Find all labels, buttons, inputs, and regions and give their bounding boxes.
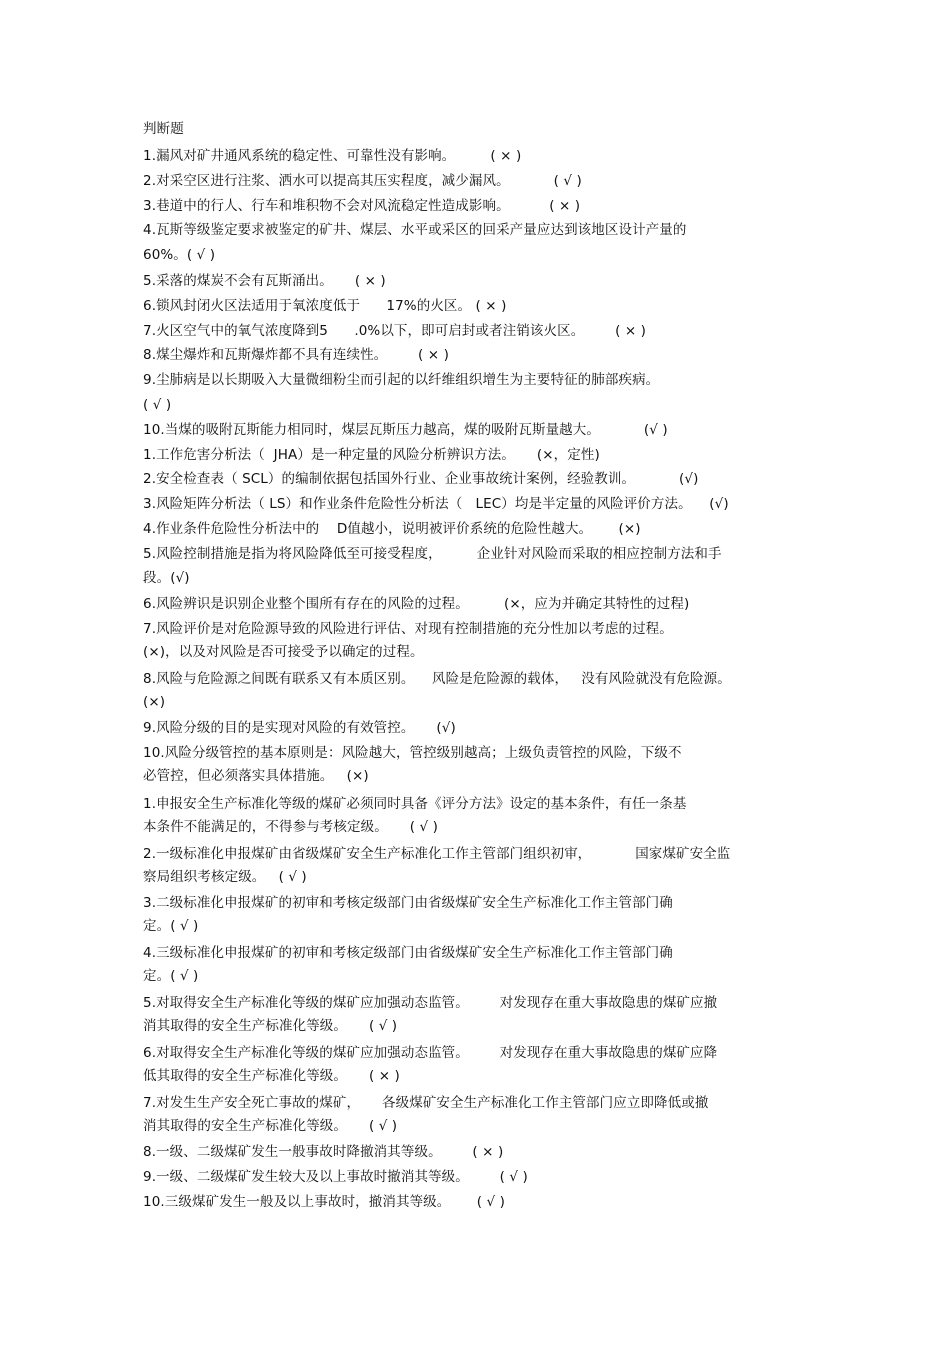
document-line: 9.尘肺病是以长期吸入大量微细粉尘而引起的以纤维组织增生为主要特征的肺部疾病。 bbox=[143, 372, 660, 388]
document-line: 定。( √ ) bbox=[143, 918, 199, 934]
document-line: 6.锁风封闭火区法适用于氧浓度低于 17%的火区。 ( × ) bbox=[143, 298, 507, 314]
document-line: 6.风险辨识是识别企业整个围所有存在的风险的过程。 (×，应为并确定其特性的过程) bbox=[143, 596, 690, 612]
document-line: 5.对取得安全生产标准化等级的煤矿应加强动态监管。 对发现存在重大事故隐患的煤矿应撤 bbox=[143, 995, 718, 1011]
document-line: 1.申报安全生产标准化等级的煤矿必须同时具备《评分方法》设定的基本条件，有任一条基 bbox=[143, 796, 687, 812]
document-line: 1.漏风对矿井通风系统的稳定性、可靠性没有影响。 ( × ) bbox=[143, 148, 522, 164]
document-line: 8.煤尘爆炸和瓦斯爆炸都不具有连续性。 ( × ) bbox=[143, 347, 449, 363]
document-line: 4.瓦斯等级鉴定要求被鉴定的矿井、煤层、水平或采区的回采产量应达到该地区设计产量的 bbox=[143, 222, 687, 238]
document-line: 低其取得的安全生产标准化等级。 ( × ) bbox=[143, 1068, 400, 1084]
document-line: 7.对发生生产安全死亡事故的煤矿， 各级煤矿安全生产标准化工作主管部门应立即降低或撤 bbox=[143, 1095, 709, 1111]
document-line: 3.巷道中的行人、行车和堆积物不会对风流稳定性造成影响。 ( × ) bbox=[143, 198, 581, 214]
document-line: 4.作业条件危险性分析法中的 D值越小，说明被评价系统的危险性越大。 (×) bbox=[143, 521, 641, 537]
document-line: 8.风险与危险源之间既有联系又有本质区别。 风险是危险源的载体， 没有风险就没有危险源。 bbox=[143, 671, 731, 687]
document-line: 5.风险控制措施是指为将风险降低至可接受程度， 企业针对风险而采取的相应控制方法和手 bbox=[143, 546, 722, 562]
document-line: 消其取得的安全生产标准化等级。 ( √ ) bbox=[143, 1018, 398, 1034]
document-line: 10.风险分级管控的基本原则是：风险越大，管控级别越高；上级负责管控的风险，下级不 bbox=[143, 745, 682, 761]
document-line: 7.风险评价是对危险源导致的风险进行评估、对现有控制措施的充分性加以考虑的过程。 bbox=[143, 621, 673, 637]
document-line: 2.对采空区进行注浆、洒水可以提高其压实程度，减少漏风。 ( √ ) bbox=[143, 173, 582, 189]
document-line: 段。(√) bbox=[143, 570, 190, 586]
document-line: (×)，以及对风险是否可接受予以确定的过程。 bbox=[143, 644, 424, 660]
document-line: 本条件不能满足的，不得参与考核定级。 ( √ ) bbox=[143, 819, 438, 835]
document-line: 10.三级煤矿发生一般及以上事故时，撤消其等级。 ( √ ) bbox=[143, 1194, 505, 1210]
document-line: 察局组织考核定级。 ( √ ) bbox=[143, 869, 307, 885]
document-line: 2.安全检查表（ SCL）的编制依据包括国外行业、企业事故统计案例，经验教训。 (√) bbox=[143, 471, 699, 487]
document-line: 3.风险矩阵分析法（ LS）和作业条件危险性分析法（ LEC）均是半定量的风险评价方法。 (√) bbox=[143, 496, 729, 512]
document-line: 60%。( √ ) bbox=[143, 247, 216, 263]
document-line: 必管控，但必须落实具体措施。 (×) bbox=[143, 768, 369, 784]
document-line: 10.当煤的吸附瓦斯能力相同时，煤层瓦斯压力越高，煤的吸附瓦斯量越大。 (√ ) bbox=[143, 422, 668, 438]
document-line: 6.对取得安全生产标准化等级的煤矿应加强动态监管。 对发现存在重大事故隐患的煤矿应降 bbox=[143, 1045, 718, 1061]
document-line: 定。( √ ) bbox=[143, 968, 199, 984]
document-line: 5.采落的煤炭不会有瓦斯涌出。 ( × ) bbox=[143, 273, 386, 289]
document-line: 3.二级标准化申报煤矿的初审和考核定级部门由省级煤矿安全生产标准化工作主管部门确 bbox=[143, 895, 673, 911]
document-line: 1.工作危害分析法（ JHA）是一种定量的风险分析辨识方法。 (×，定性) bbox=[143, 447, 600, 463]
document-title: 判断题 bbox=[143, 121, 184, 137]
document-line: (×) bbox=[143, 694, 166, 710]
document-line: 9.一级、二级煤矿发生较大及以上事故时撤消其等级。 ( √ ) bbox=[143, 1169, 528, 1185]
document-line: 7.火区空气中的氧气浓度降到5 .0%以下，即可启封或者注销该火区。 ( × ) bbox=[143, 323, 646, 339]
document-line: 消其取得的安全生产标准化等级。 ( √ ) bbox=[143, 1118, 398, 1134]
document-line: 8.一级、二级煤矿发生一般事故时降撤消其等级。 ( × ) bbox=[143, 1144, 504, 1160]
document-line: 2.一级标准化申报煤矿由省级煤矿安全生产标准化工作主管部门组织初审， 国家煤矿安全监 bbox=[143, 846, 731, 862]
document-line: 9.风险分级的目的是实现对风险的有效管控。 (√) bbox=[143, 720, 456, 736]
document-line: 4.三级标准化申报煤矿的初审和考核定级部门由省级煤矿安全生产标准化工作主管部门确 bbox=[143, 945, 673, 961]
document-line: ( √ ) bbox=[143, 397, 172, 413]
